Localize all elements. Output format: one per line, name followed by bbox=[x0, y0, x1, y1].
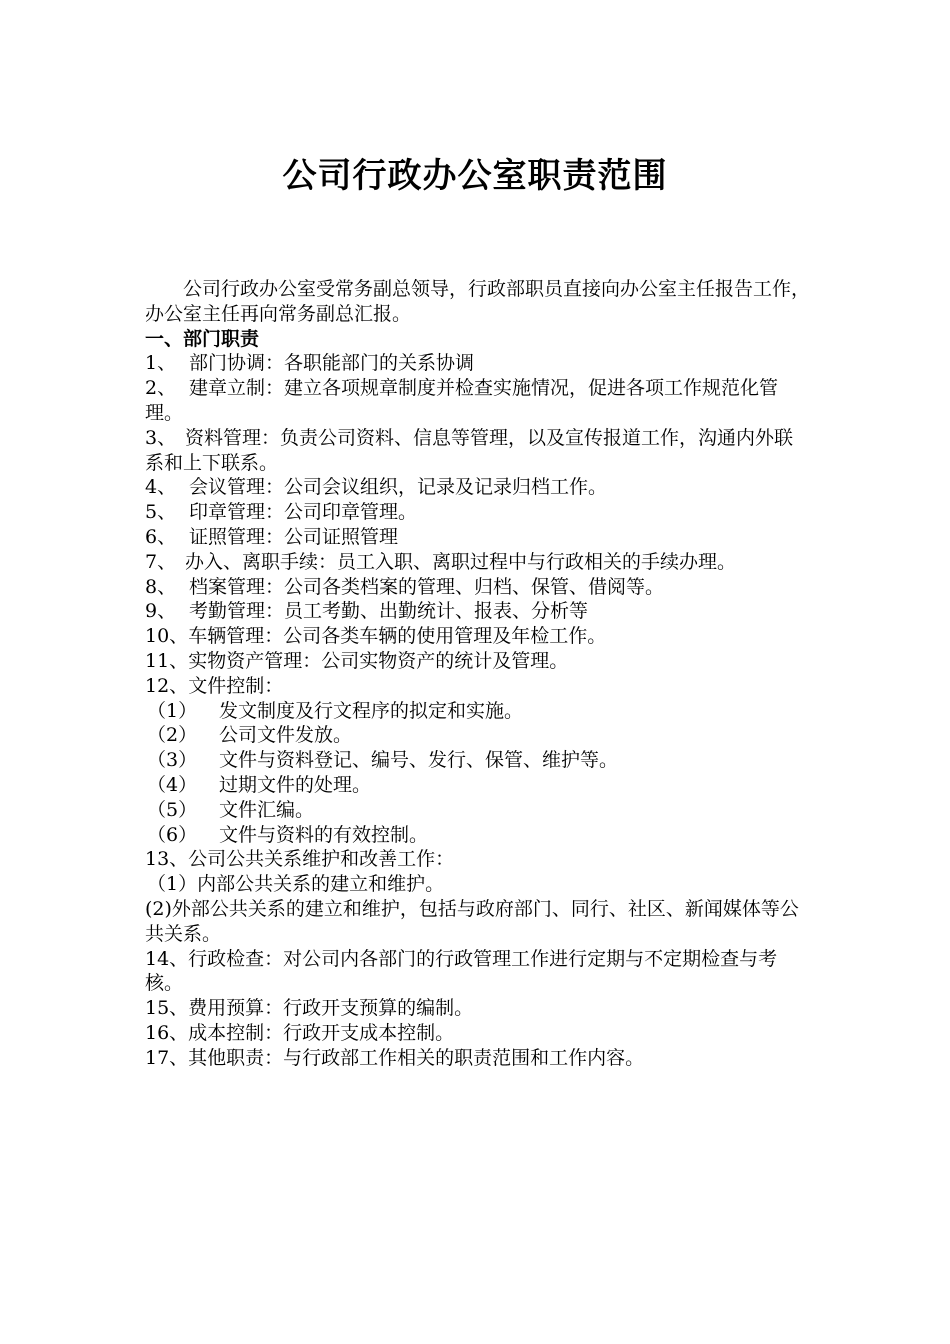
file-control-item-1 bbox=[145, 699, 810, 724]
duty-item-10 bbox=[145, 624, 810, 649]
item-number: 9、 bbox=[145, 600, 177, 623]
sub-item-number: （2） bbox=[147, 724, 198, 747]
item-number: 4、 bbox=[145, 476, 177, 499]
duty-item-12 bbox=[145, 674, 810, 699]
public-relations-item-2: (2)外部公共关系的建立和维护，包括与政府部门、同行、社区、新闻媒体等公共关系。 bbox=[145, 897, 799, 945]
duty-item-17: 17、其他职责：与行政部工作相关的职责范围和工作内容。 bbox=[145, 1046, 645, 1069]
duty-item-2 bbox=[145, 376, 810, 426]
duty-item-14: 14、行政检查：对公司内各部门的行政管理工作进行定期与不定期检查与考核。 bbox=[145, 947, 778, 995]
sub-item-number: （6） bbox=[147, 823, 198, 846]
document-body bbox=[145, 277, 810, 1071]
duty-item-13: 13、公司公共关系维护和改善工作： bbox=[145, 848, 455, 871]
item-number: 8、 bbox=[145, 575, 177, 598]
item-number: 2、 bbox=[145, 377, 177, 400]
intro-paragraph: 公司行政办公室受常务副总领导，行政部职员直接向办公室主任报告工作，办公室主任再向常务副总汇报。 bbox=[145, 278, 811, 325]
duty-item-5 bbox=[145, 500, 810, 525]
item-text: 资料管理：负责公司资料、信息等管理，以及宣传报道工作，沟通内外联系和上下联系。 bbox=[145, 426, 794, 474]
sub-item-text: 文件汇编。 bbox=[219, 798, 315, 821]
item-text: 办入、离职手续：员工入职、离职过程中与行政相关的手续办理。 bbox=[185, 550, 737, 573]
file-control-item-5 bbox=[145, 798, 810, 823]
item-number: 11、 bbox=[145, 649, 189, 672]
duty-item-11 bbox=[145, 649, 810, 674]
file-control-item-3 bbox=[145, 748, 810, 773]
sub-item-number: （3） bbox=[147, 749, 198, 772]
item-number: 12、 bbox=[145, 674, 189, 697]
item-text: 考勤管理：员工考勤、出勤统计、报表、分析等 bbox=[189, 600, 589, 623]
item-number: 6、 bbox=[145, 525, 177, 548]
section-heading: 一、部门职责 bbox=[145, 327, 260, 350]
sub-item-number: （5） bbox=[147, 798, 198, 821]
sub-item-text: 文件与资料的有效控制。 bbox=[219, 823, 429, 846]
item-text: 档案管理：公司各类档案的管理、归档、保管、借阅等。 bbox=[189, 575, 665, 598]
item-text: 实物资产管理：公司实物资产的统计及管理。 bbox=[188, 649, 569, 672]
item-text: 部门协调：各职能部门的关系协调 bbox=[189, 352, 475, 375]
public-relations-item-1: （1）内部公共关系的建立和维护。 bbox=[147, 873, 445, 896]
sub-item-number: （4） bbox=[147, 773, 198, 796]
duty-item-1 bbox=[145, 351, 810, 376]
item-text: 印章管理：公司印章管理。 bbox=[189, 501, 418, 524]
duty-item-6 bbox=[145, 525, 810, 550]
duty-item-4 bbox=[145, 475, 810, 500]
sub-item-text: 过期文件的处理。 bbox=[219, 773, 372, 796]
item-number: 5、 bbox=[145, 501, 177, 524]
sub-item-text: 发文制度及行文程序的拟定和实施。 bbox=[219, 699, 524, 722]
duty-item-3 bbox=[145, 426, 810, 476]
item-text: 文件控制： bbox=[188, 674, 284, 697]
sub-item-text: 公司文件发放。 bbox=[219, 724, 353, 747]
item-text: 证照管理：公司证照管理 bbox=[189, 525, 399, 548]
item-number: 10、 bbox=[145, 625, 189, 648]
item-text: 车辆管理：公司各类车辆的使用管理及年检工作。 bbox=[188, 625, 607, 648]
item-number: 1、 bbox=[145, 352, 177, 375]
file-control-item-6 bbox=[145, 823, 810, 848]
file-control-item-4 bbox=[145, 773, 810, 798]
item-text: 会议管理：公司会议组织，记录及记录归档工作。 bbox=[189, 476, 608, 499]
item-number: 7、 bbox=[145, 550, 177, 573]
sub-item-number: （1） bbox=[147, 699, 198, 722]
duty-item-7 bbox=[145, 550, 810, 575]
sub-item-text: 文件与资料登记、编号、发行、保管、维护等。 bbox=[219, 749, 619, 772]
file-control-item-2 bbox=[145, 723, 810, 748]
item-text: 建章立制：建立各项规章制度并检查实施情况，促进各项工作规范化管理。 bbox=[145, 377, 779, 424]
duty-item-16: 16、成本控制：行政开支成本控制。 bbox=[145, 1021, 455, 1044]
item-number: 3、 bbox=[145, 426, 177, 449]
duty-item-8 bbox=[145, 575, 810, 600]
duty-item-9 bbox=[145, 599, 810, 624]
document-title: 公司行政办公室职责范围 bbox=[282, 156, 668, 196]
duty-item-15: 15、费用预算：行政开支预算的编制。 bbox=[145, 997, 474, 1020]
